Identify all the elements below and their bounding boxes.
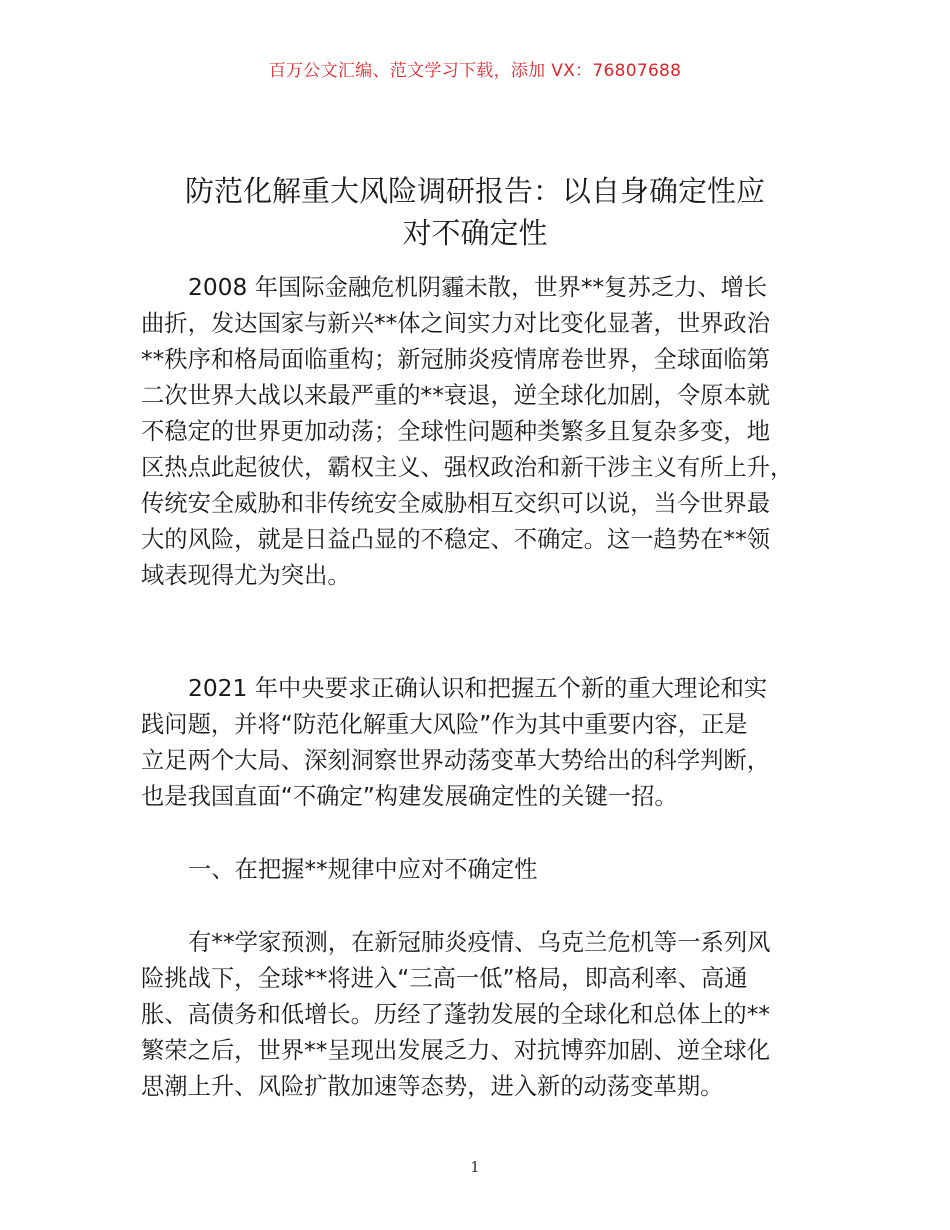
title-line: 对不确定性: [402, 216, 548, 250]
paragraph-line: **秩序和格局面临重构；新冠肺炎疫情席卷世界，全球面临第: [141, 346, 771, 373]
paragraph-line: 有**学家预测，在新冠肺炎疫情、乌克兰危机等一系列风: [188, 929, 771, 956]
section-heading-1: [141, 852, 831, 888]
page-number: 1: [470, 1158, 480, 1176]
section-heading-text: 一、在把握**规律中应对不确定性: [188, 856, 538, 883]
paragraph-line: 域表现得尤为突出。: [141, 562, 351, 589]
header-banner: 百万公文汇编、范文学习下载，添加 VX：76807688: [268, 61, 682, 81]
paragraph-line: 不稳定的世界更加动荡；全球性问题种类繁多且复杂多变，地: [141, 418, 771, 445]
paragraph-line: 2008 年国际金融危机阴霾未散，世界**复苏乏力、增长: [188, 274, 768, 301]
paragraph-line: 区热点此起彼伏，霸权主义、强权政治和新干涉主义有所上升，: [141, 454, 794, 481]
paragraph-line: 传统安全威胁和非传统安全威胁相互交织可以说，当今世界最: [141, 490, 771, 517]
paragraph-line: 2021 年中央要求正确认识和把握五个新的重大理论和实: [188, 675, 768, 702]
paragraph-line: 也是我国直面“不确定”构建发展确定性的关键一招。: [141, 783, 678, 810]
paragraph-2: [141, 671, 831, 815]
paragraph-line: 繁荣之后，世界**呈现出发展乏力、对抗博弈加剧、逆全球化: [141, 1037, 771, 1064]
paragraph-line: 二次世界大战以来最严重的**衰退，逆全球化加剧，令原本就: [141, 382, 771, 409]
title-line: 防范化解重大风险调研报告：以自身确定性应: [184, 174, 765, 208]
paragraph-3: [141, 925, 831, 1105]
paragraph-line: 践问题，并将“防范化解重大风险”作为其中重要内容，正是: [141, 711, 748, 738]
paragraph-line: 大的风险，就是日益凸显的不稳定、不确定。这一趋势在**领: [141, 526, 771, 553]
paragraph-line: 思潮上升、风险扩散加速等态势，进入新的动荡变革期。: [141, 1073, 724, 1100]
paragraph-1: [141, 270, 831, 594]
paragraph-line: 曲折，发达国家与新兴**体之间实力对比变化显著，世界政治: [141, 310, 771, 337]
paragraph-line: 险挑战下，全球**将进入“三高一低”格局，即高利率、高通: [141, 965, 748, 992]
document-title: [100, 170, 850, 254]
paragraph-line: 胀、高债务和低增长。历经了蓬勃发展的全球化和总体上的**: [141, 1001, 771, 1028]
paragraph-line: 立足两个大局、深刻洞察世界动荡变革大势给出的科学判断，: [141, 747, 771, 774]
